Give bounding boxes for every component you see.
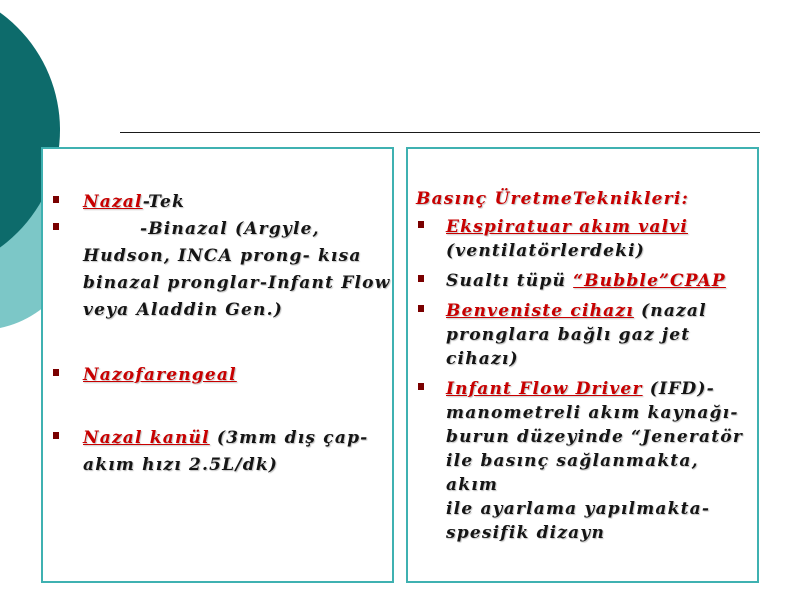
item-keyword: Nazofarengeal — [83, 365, 237, 385]
bullet-icon — [53, 223, 59, 230]
item-line: spesifik dizayn — [446, 523, 606, 543]
item-line: burun düzeyinde “Jeneratör — [446, 427, 744, 447]
item-line: ile basınç sağlanmakta, akım — [446, 451, 699, 495]
bullet-icon — [53, 432, 59, 439]
item-text: (3mm dış çap- — [209, 428, 369, 448]
item-line: akım hızı 2.5L/dk) — [83, 455, 279, 475]
item-text: (IFD)- — [642, 379, 715, 399]
item-keyword: “Bubble”CPAP — [573, 271, 726, 291]
list-item — [43, 362, 392, 389]
list-item — [408, 377, 757, 545]
list-item — [408, 269, 757, 293]
list-item — [408, 299, 757, 371]
left-content-box — [41, 147, 394, 583]
right-content-box — [406, 147, 759, 583]
item-line: Hudson, INCA prong- kısa — [83, 246, 362, 266]
left-list — [43, 189, 392, 479]
bullet-icon — [418, 305, 424, 312]
item-line: binazal pronglar-Infant Flow — [83, 273, 391, 293]
item-keyword: Nazal — [83, 192, 143, 212]
section-heading: Basınç ÜretmeTeknikleri: — [416, 189, 689, 209]
bullet-icon — [53, 196, 59, 203]
list-item — [43, 189, 392, 216]
item-keyword: Benveniste cihazı — [446, 301, 634, 321]
item-keyword: Nazal kanül — [83, 428, 210, 448]
item-line: veya Aladdin Gen.) — [83, 300, 283, 320]
item-keyword: Ekspiratuar akım valvi — [446, 217, 688, 237]
bullet-icon — [418, 383, 424, 390]
list-item — [408, 215, 757, 263]
bullet-icon — [418, 275, 424, 282]
list-item — [43, 425, 392, 479]
item-line: ile ayarlama yapılmakta- — [446, 499, 711, 519]
list-item — [43, 216, 392, 324]
right-list — [408, 215, 757, 545]
item-text: -Tek — [142, 192, 186, 212]
item-line: -Binazal (Argyle, — [83, 219, 320, 239]
item-line: cihazı) — [446, 349, 519, 369]
item-line: manometreli akım kaynağı- — [446, 403, 739, 423]
bullet-icon — [418, 221, 424, 228]
item-text: (nazal — [633, 301, 707, 321]
item-line: pronglara bağlı gaz jet — [446, 325, 691, 345]
bullet-icon — [53, 369, 59, 376]
item-keyword: Infant Flow Driver — [446, 379, 643, 399]
item-line: (ventilatörlerdeki) — [446, 241, 646, 261]
item-text: Sualtı tüpü — [446, 271, 574, 291]
title-underline — [120, 132, 760, 133]
